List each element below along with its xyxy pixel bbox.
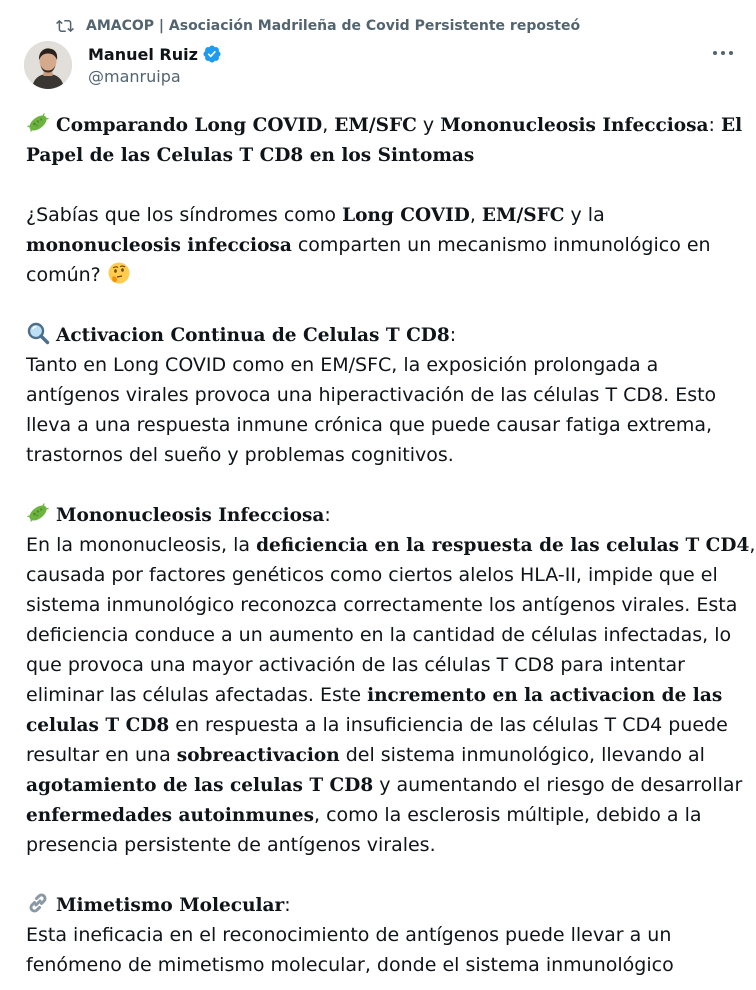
title-line-1 bbox=[26, 110, 743, 140]
title-text-3: : bbox=[708, 114, 721, 136]
section1-colon: : bbox=[449, 324, 457, 346]
title-bold-1: Comparando Long COVID bbox=[56, 115, 323, 136]
section2-line-2: causada por factores genéticos como ciertos alelos HLA-II, impide que el bbox=[26, 564, 718, 586]
section2-text: En la mononucleosis, la bbox=[26, 534, 257, 556]
section2-line-5: que provoca una mayor activación de las células T CD8 para intentar bbox=[26, 654, 685, 676]
title-bold-4: El bbox=[720, 115, 743, 136]
section2-text: en respuesta a la insuficiencia de las células T CD4 puede bbox=[169, 714, 728, 736]
verified-badge-icon bbox=[202, 44, 222, 64]
section3-line: fenómeno de mimetismo molecular, donde el sistema inmunológico bbox=[26, 954, 674, 976]
section2-text: , bbox=[749, 534, 756, 556]
section1-heading bbox=[26, 320, 738, 350]
avatar[interactable] bbox=[24, 41, 72, 89]
section2-line-4: deficiencia conduce a un aumento en la cantidad de células infectadas, lo bbox=[26, 624, 732, 646]
section2-line-7 bbox=[26, 710, 738, 740]
more-options-button[interactable] bbox=[710, 43, 736, 63]
intro-line-1 bbox=[26, 200, 738, 230]
section1-line: antígenos virales provoca una hiperactivación de las células T CD8. Esto bbox=[26, 384, 717, 406]
intro-text: ¿Sabías que los síndromes como bbox=[26, 204, 343, 226]
thinking-face-emoji-icon bbox=[107, 261, 131, 285]
section2-text: del sistema inmunológico, llevando al bbox=[339, 744, 705, 766]
section3-colon: : bbox=[284, 894, 291, 916]
section2-heading bbox=[26, 500, 738, 530]
section1-title: Activacion Continua de Celulas T CD8 bbox=[56, 325, 450, 346]
section3-title: Mimetismo Molecular bbox=[56, 895, 285, 916]
author-name[interactable]: Manuel Ruiz bbox=[88, 44, 198, 64]
title-bold-2: EM/SFC bbox=[334, 115, 417, 136]
microbe-emoji-icon bbox=[26, 501, 50, 525]
intro-line-3 bbox=[26, 260, 738, 290]
section3-line: Esta ineficacia en el reconocimiento de antígenos puede llevar a un bbox=[26, 924, 672, 946]
magnifying-glass-emoji-icon bbox=[26, 321, 50, 345]
section1-line: Tanto en Long COVID como en EM/SFC, la exposición prolongada a bbox=[26, 354, 659, 376]
section2-text: , como la esclerosis múltiple, debido a la bbox=[314, 804, 702, 826]
title-text-2: y bbox=[416, 114, 441, 136]
section2-line-6 bbox=[26, 680, 738, 710]
section2-text: resultar en una bbox=[26, 744, 177, 766]
microbe-emoji-icon bbox=[26, 111, 50, 135]
intro-bold: mononucleosis infecciosa bbox=[26, 235, 292, 256]
section2-bold: enfermedades autoinmunes bbox=[26, 805, 314, 826]
section2-bold: incremento en la activacion de las bbox=[367, 685, 723, 706]
section2-bold: deficiencia en la respuesta de las celulas T CD4 bbox=[256, 535, 750, 556]
section1-line: lleva a una respuesta inmune crónica que puede causar fatiga extrema, bbox=[26, 414, 713, 436]
section2-line-9 bbox=[26, 770, 743, 800]
section2-line-11: presencia persistente de antígenos virales. bbox=[26, 834, 436, 856]
section2-line-8 bbox=[26, 740, 738, 770]
section1-line: trastornos del sueño y problemas cognitivos. bbox=[26, 444, 454, 466]
repost-bar[interactable] bbox=[54, 17, 580, 35]
intro-bold: EM/SFC bbox=[481, 205, 565, 226]
title-text-1: , bbox=[322, 114, 335, 136]
section2-bold: sobreactivacion bbox=[176, 745, 340, 766]
avatar-photo bbox=[24, 41, 72, 89]
section2-line-10 bbox=[26, 800, 738, 830]
title-bold-5: Papel de las Celulas T CD8 en los Sintomas bbox=[26, 145, 475, 166]
title-line-2 bbox=[26, 140, 738, 170]
section2-bold: agotamiento de las celulas T CD8 bbox=[26, 775, 374, 796]
intro-bold: Long COVID bbox=[342, 205, 470, 226]
intro-line-2 bbox=[26, 230, 738, 260]
more-options-icon bbox=[712, 50, 734, 56]
repost-label: AMACOP | Asociación Madrileña de Covid Persistente reposteó bbox=[86, 18, 581, 34]
section2-colon: : bbox=[324, 504, 331, 526]
section2-line-1 bbox=[26, 530, 756, 560]
section2-text: eliminar las células afectadas. Este bbox=[26, 684, 368, 706]
author-handle[interactable]: @manruipa bbox=[88, 67, 181, 86]
section2-line-3: sistema inmunológico reconozca correctamente los antígenos virales. Esta bbox=[26, 594, 738, 616]
post-text bbox=[26, 110, 756, 980]
intro-text: y la bbox=[564, 204, 605, 226]
section2-bold: celulas T CD8 bbox=[26, 715, 170, 736]
intro-text: , bbox=[469, 204, 482, 226]
intro-text: común? bbox=[26, 264, 101, 286]
repost-icon bbox=[54, 17, 76, 35]
title-bold-3: Mononucleosis Infecciosa bbox=[440, 115, 709, 136]
intro-text: comparten un mecanismo inmunológico en bbox=[291, 234, 711, 256]
user-info[interactable] bbox=[88, 44, 222, 86]
section3-heading bbox=[26, 890, 738, 920]
section2-text: y aumentando el riesgo de desarrollar bbox=[373, 774, 743, 796]
section2-title: Mononucleosis Infecciosa bbox=[56, 505, 325, 526]
link-emoji-icon bbox=[26, 891, 50, 915]
